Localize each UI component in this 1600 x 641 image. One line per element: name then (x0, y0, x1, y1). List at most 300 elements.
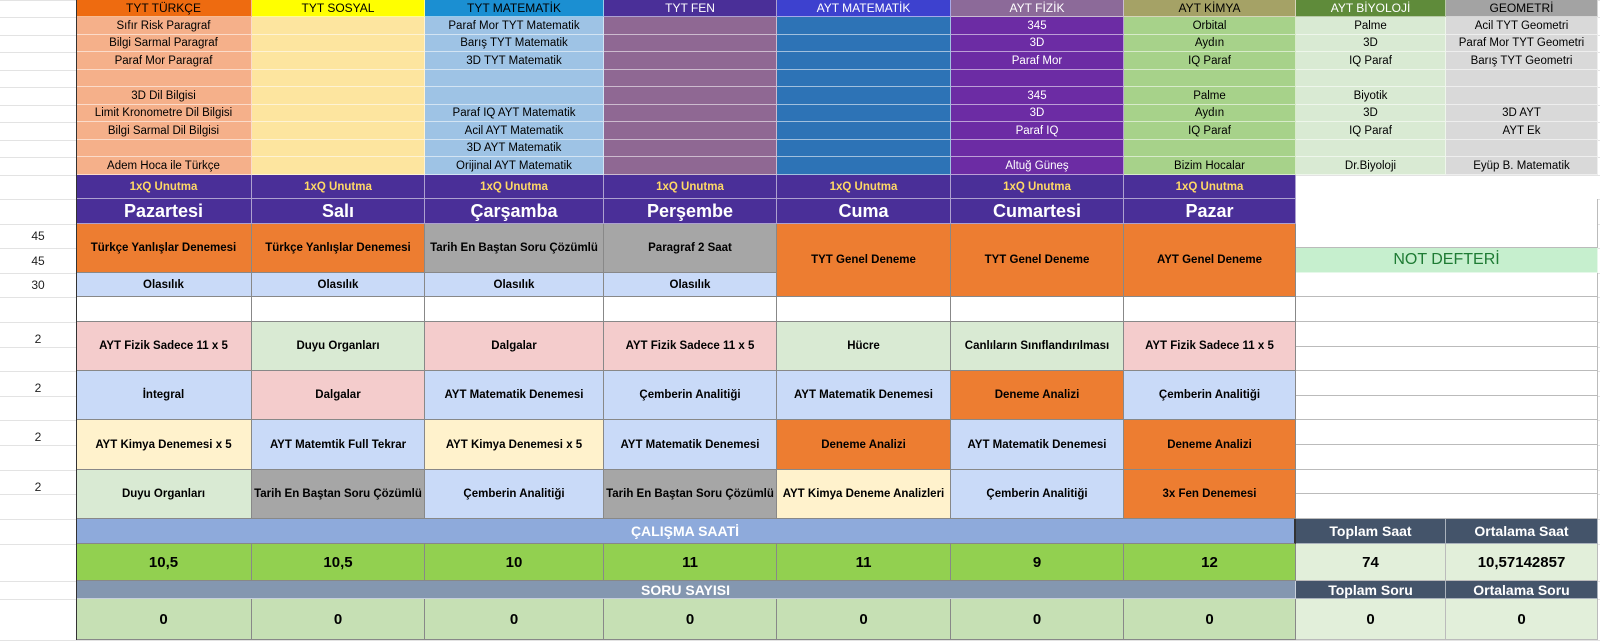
study-cell[interactable] (252, 322, 425, 371)
ortalama-saat-label[interactable] (1446, 519, 1598, 544)
soru-value-text: 0 (685, 610, 695, 628)
olasilik-cell-text: Olasılık (143, 278, 184, 291)
resource-cell[interactable] (951, 87, 1124, 105)
resource-cell-text: Barış TYT Matematik (460, 37, 568, 49)
notepad-line[interactable] (1296, 297, 1598, 322)
resource-cell[interactable] (1446, 157, 1598, 175)
study-cell[interactable] (604, 322, 777, 371)
resource-cell-text: Orbital (1192, 19, 1227, 32)
study-cell[interactable] (76, 322, 252, 371)
unutma-cell[interactable] (1124, 175, 1296, 199)
study-cell[interactable] (1124, 322, 1296, 371)
olasilik-cell[interactable] (425, 273, 604, 297)
resource-cell[interactable] (951, 17, 1124, 35)
study-cell-text: Duyu Organları (296, 340, 380, 352)
resource-cell[interactable] (1446, 17, 1598, 35)
resource-cell-text: Barış TYT Geometri (1470, 54, 1573, 67)
soru-value[interactable] (951, 599, 1124, 640)
resource-cell-text: 3D TYT Matematik (466, 54, 562, 67)
subject-header[interactable] (425, 0, 604, 17)
calisma-value-text: 12 (1201, 553, 1218, 571)
empty-cell[interactable] (951, 297, 1124, 322)
study-cell[interactable] (951, 470, 1124, 519)
study-cell[interactable] (604, 420, 777, 470)
study-cell[interactable] (425, 420, 604, 470)
resource-cell[interactable] (951, 52, 1124, 70)
study-cell[interactable] (1124, 420, 1296, 470)
resource-cell[interactable] (425, 105, 604, 122)
notepad-line[interactable] (1296, 494, 1598, 519)
resource-cell[interactable] (425, 70, 604, 87)
study-cell[interactable] (604, 371, 777, 420)
resource-cell[interactable] (1124, 157, 1296, 175)
unutma-cell[interactable] (76, 175, 252, 199)
study-cell-text: AYT Kimya Deneme Analizleri (782, 488, 945, 500)
resource-cell[interactable] (76, 122, 252, 140)
resource-cell[interactable] (777, 35, 951, 52)
resource-cell[interactable] (1124, 122, 1296, 140)
toplam-saat[interactable] (1296, 544, 1446, 581)
study-cell[interactable] (76, 371, 252, 420)
study-cell-text: AYT Matemtik Full Tekrar (269, 438, 407, 451)
study-cell[interactable] (604, 470, 777, 519)
soru-value-text: 0 (1032, 610, 1042, 628)
resource-cell[interactable] (1124, 105, 1296, 122)
soru-value-text: 0 (159, 610, 168, 628)
genel-deneme-cell[interactable] (951, 224, 1124, 297)
resource-cell[interactable] (1446, 122, 1598, 140)
resource-cell[interactable] (425, 87, 604, 105)
resource-cell[interactable] (1124, 17, 1296, 35)
study-cell-text: Tarih En Baştan Soru Çözümlü (606, 488, 774, 500)
resource-cell-text: Acil TYT Geometri (1474, 19, 1569, 32)
soru-value[interactable] (604, 599, 777, 640)
resource-cell[interactable] (252, 35, 425, 52)
deneme-cell-text: Paragraf 2 Saat (648, 242, 732, 254)
resource-cell-text: Aydın (1194, 107, 1225, 119)
calisma-value[interactable] (777, 544, 951, 581)
resource-cell-text: 3D (1029, 107, 1045, 119)
resource-cell-text: AYT Ek (1502, 124, 1541, 137)
genel-deneme-cell[interactable] (1124, 224, 1296, 297)
study-cell-text: Çemberin Analitiği (463, 488, 565, 500)
resource-cell[interactable] (604, 157, 777, 175)
study-cell-text: AYT Matematik Denemesi (620, 438, 760, 451)
resource-cell[interactable] (777, 140, 951, 157)
row-number: 45 (31, 229, 45, 243)
soru-value[interactable] (777, 599, 951, 640)
resource-cell[interactable] (1296, 35, 1446, 52)
resource-cell[interactable] (1124, 35, 1296, 52)
resource-cell[interactable] (425, 35, 604, 52)
toplam-saat-label-text: Toplam Saat (1329, 523, 1412, 539)
notepad-line[interactable] (1296, 396, 1598, 420)
deneme-cell-text: Türkçe Yanlışlar Denemesi (265, 242, 411, 254)
study-cell-text: AYT Fizik Sadece 11 x 5 (1145, 340, 1274, 352)
resource-cell[interactable] (604, 17, 777, 35)
deneme-cell[interactable] (76, 224, 252, 273)
resource-cell[interactable] (777, 70, 951, 87)
calisma-value-text: 11 (855, 553, 872, 571)
study-cell[interactable] (777, 371, 951, 420)
subject-header[interactable] (604, 0, 777, 17)
study-cell[interactable] (252, 470, 425, 519)
resource-cell[interactable] (425, 17, 604, 35)
resource-cell-text: Bizim Hocalar (1174, 159, 1245, 172)
notepad-line[interactable] (1296, 322, 1598, 347)
resource-cell[interactable] (1124, 52, 1296, 70)
unutma-cell-text: 1xQ Unutma (829, 180, 898, 193)
notepad-line[interactable] (1296, 347, 1598, 371)
study-cell[interactable] (951, 420, 1124, 470)
olasilik-cell-text: Olasılık (493, 278, 535, 291)
resource-cell-text: Acil AYT Matematik (464, 124, 564, 137)
resource-cell[interactable] (76, 140, 252, 157)
unutma-cell[interactable] (252, 175, 425, 199)
resource-cell[interactable] (1296, 70, 1446, 87)
day-header-text: Pazar (1185, 200, 1234, 221)
study-cell-text: Deneme Analizi (994, 389, 1080, 401)
study-cell[interactable] (951, 322, 1124, 371)
resource-cell[interactable] (252, 157, 425, 175)
resource-cell-text: Adem Hoca ile Türkçe (107, 159, 220, 172)
resource-cell[interactable] (777, 17, 951, 35)
soru-value-text: 0 (333, 610, 343, 628)
ortalama-soru-label-text: Ortalama Soru (1473, 581, 1570, 598)
study-cell-text: AYT Fizik Sadece 11 x 5 (625, 340, 755, 352)
ortalama-saat[interactable] (1446, 544, 1598, 581)
day-header-text: Cumartesi (992, 200, 1082, 221)
resource-cell[interactable] (76, 105, 252, 122)
study-cell-text: AYT Matematik Denemesi (444, 389, 584, 401)
soru-value[interactable] (252, 599, 425, 640)
resource-cell[interactable] (425, 140, 604, 157)
resource-cell[interactable] (1446, 52, 1598, 70)
resource-cell-text: IQ Paraf (1349, 54, 1392, 67)
study-cell[interactable] (252, 420, 425, 470)
row-number: 2 (34, 430, 42, 444)
toplam-soru-label-text: Toplam Soru (1328, 581, 1413, 598)
deneme-cell-text: Türkçe Yanlışlar Denemesi (90, 242, 237, 254)
deneme-cell[interactable] (604, 224, 777, 273)
study-cell-text: Deneme Analizi (1167, 438, 1252, 451)
resource-cell[interactable] (1296, 122, 1446, 140)
notepad-line[interactable] (1296, 445, 1598, 470)
empty-cell[interactable] (1124, 297, 1296, 322)
empty-cell[interactable] (76, 297, 252, 322)
resource-cell-text: Palme (1193, 89, 1226, 102)
study-cell[interactable] (425, 371, 604, 420)
resource-cell[interactable] (1296, 105, 1446, 122)
genel-deneme-cell-text: AYT Genel Deneme (1156, 254, 1263, 266)
subject-header-text: AYT BİYOLOJİ (1330, 1, 1411, 15)
resource-cell[interactable] (951, 105, 1124, 122)
study-cell-text: AYT Fizik Sadece 11 x 5 (99, 340, 228, 352)
resource-cell[interactable] (1446, 87, 1598, 105)
study-cell-text: AYT Kimya Denemesi x 5 (445, 438, 583, 451)
resource-cell-text: 345 (1027, 19, 1047, 32)
subject-header[interactable] (252, 0, 425, 17)
study-cell-text: AYT Matematik Denemesi (794, 389, 933, 401)
resource-cell[interactable] (252, 122, 425, 140)
subject-header[interactable] (1296, 0, 1446, 17)
resource-cell[interactable] (604, 122, 777, 140)
resource-cell-text: Paraf Mor TYT Geometri (1458, 37, 1585, 49)
resource-cell-text: Palme (1354, 19, 1387, 32)
unutma-cell[interactable] (777, 175, 951, 199)
calisma-value[interactable] (1124, 544, 1296, 581)
toplam-saat-text: 74 (1362, 553, 1379, 571)
resource-cell[interactable] (252, 140, 425, 157)
subject-header-text: TYT SOSYAL (301, 1, 375, 15)
soru-value-text: 0 (509, 610, 519, 628)
resource-cell[interactable] (777, 105, 951, 122)
resource-cell[interactable] (1296, 157, 1446, 175)
calisma-value[interactable] (951, 544, 1124, 581)
calisma-value[interactable] (425, 544, 604, 581)
resource-cell[interactable] (951, 35, 1124, 52)
subject-header-text: TYT TÜRKÇE (126, 1, 201, 15)
resource-cell[interactable] (1446, 70, 1598, 87)
subject-header-text: AYT FİZİK (1009, 1, 1065, 15)
subject-header-text: GEOMETRİ (1489, 1, 1554, 15)
empty-cell[interactable] (777, 297, 951, 322)
subject-header[interactable] (951, 0, 1124, 17)
resource-cell-text: Paraf Mor TYT Matematik (448, 19, 580, 32)
day-header[interactable] (951, 199, 1124, 224)
notepad-line[interactable] (1296, 273, 1598, 297)
study-cell[interactable] (777, 470, 951, 519)
olasilik-cell[interactable] (604, 273, 777, 297)
day-header[interactable] (604, 199, 777, 224)
resource-cell[interactable] (604, 87, 777, 105)
study-cell[interactable] (76, 470, 252, 519)
row-number: 30 (31, 278, 45, 292)
toplam-soru[interactable] (1296, 599, 1446, 640)
resource-cell-text: 345 (1027, 89, 1047, 102)
ortalama-saat-text: 10,57142857 (1477, 553, 1566, 571)
study-cell[interactable] (1124, 470, 1296, 519)
resource-cell[interactable] (1296, 140, 1446, 157)
deneme-cell[interactable] (252, 224, 425, 273)
unutma-cell[interactable] (604, 175, 777, 199)
resource-cell[interactable] (604, 52, 777, 70)
ortalama-soru-label[interactable] (1446, 581, 1598, 599)
empty-cell[interactable] (425, 297, 604, 322)
study-cell-text: Çemberin Analitiği (986, 488, 1088, 500)
notepad-spacer[interactable] (1296, 199, 1598, 248)
resource-cell[interactable] (777, 87, 951, 105)
soru-title-text: SORU SAYISI (641, 581, 730, 598)
resource-cell[interactable] (252, 17, 425, 35)
resource-cell-text: 3D (1363, 37, 1378, 49)
resource-cell-text: Sıfır Risk Paragraf (116, 19, 211, 32)
study-cell[interactable] (252, 371, 425, 420)
resource-cell-text: IQ Paraf (1188, 124, 1231, 137)
resource-cell[interactable] (1296, 17, 1446, 35)
soru-value[interactable] (1124, 599, 1296, 640)
resource-cell-text: Paraf IQ (1015, 124, 1059, 137)
resource-cell-text: IQ Paraf (1349, 124, 1392, 137)
resource-cell[interactable] (76, 70, 252, 87)
empty-cell[interactable] (604, 297, 777, 322)
day-header[interactable] (1124, 199, 1296, 224)
ortalama-soru-text: 0 (1517, 610, 1526, 628)
subject-header-text: TYT FEN (665, 1, 715, 15)
notepad-line[interactable] (1296, 470, 1598, 494)
resource-cell[interactable] (1296, 87, 1446, 105)
toplam-saat-label[interactable] (1296, 519, 1446, 544)
subject-header-text: AYT KİMYA (1178, 1, 1241, 15)
calisma-value-text: 10 (505, 553, 523, 571)
resource-cell[interactable] (425, 122, 604, 140)
resource-cell-text: Orijinal AYT Matematik (456, 159, 572, 172)
unutma-cell-text: 1xQ Unutma (480, 180, 548, 193)
calisma-title-text: ÇALIŞMA SAATİ (630, 523, 740, 539)
resource-cell[interactable] (252, 52, 425, 70)
day-header[interactable] (777, 199, 951, 224)
genel-deneme-cell-text: TYT Genel Deneme (984, 254, 1090, 266)
resource-cell[interactable] (604, 140, 777, 157)
resource-cell[interactable] (425, 52, 604, 70)
study-cell[interactable] (76, 420, 252, 470)
resource-cell[interactable] (604, 35, 777, 52)
resource-cell-text: 3D AYT (1502, 107, 1541, 119)
day-header-text: Çarşamba (470, 200, 558, 221)
resource-cell[interactable] (252, 87, 425, 105)
row-number: 2 (34, 480, 42, 494)
genel-deneme-cell[interactable] (777, 224, 951, 297)
unutma-cell[interactable] (951, 175, 1124, 199)
resource-cell[interactable] (777, 157, 951, 175)
resource-cell-text: 3D (1363, 107, 1378, 119)
resource-cell[interactable] (76, 157, 252, 175)
resource-cell-text: Bilgi Sarmal Paragraf (109, 37, 218, 49)
study-cell[interactable] (425, 322, 604, 371)
study-cell[interactable] (777, 322, 951, 371)
study-cell-text: İntegral (142, 389, 185, 401)
resource-cell[interactable] (951, 157, 1124, 175)
resource-cell-text: Paraf Mor (1011, 54, 1063, 67)
study-cell-text: Deneme Analizi (821, 438, 906, 451)
row-number: 2 (34, 381, 42, 395)
resource-cell[interactable] (1124, 87, 1296, 105)
resource-cell-text: Dr.Biyoloji (1344, 159, 1397, 172)
calisma-value-text: 10,5 (148, 553, 179, 571)
soru-value[interactable] (76, 599, 252, 640)
resource-cell-text: 3D (1029, 37, 1045, 49)
calisma-value-text: 10,5 (323, 553, 353, 571)
study-cell-text: Duyu Organları (121, 488, 206, 500)
subject-header[interactable] (777, 0, 951, 17)
resource-cell[interactable] (76, 52, 252, 70)
ortalama-soru[interactable] (1446, 599, 1598, 640)
day-header-text: Pazartesi (123, 200, 204, 221)
table-frame (76, 0, 77, 640)
deneme-cell[interactable] (425, 224, 604, 273)
resource-cell[interactable] (1124, 140, 1296, 157)
day-header[interactable] (425, 199, 604, 224)
day-header-text: Salı (321, 200, 355, 221)
resource-cell[interactable] (425, 157, 604, 175)
resource-cell[interactable] (951, 70, 1124, 87)
toplam-soru-text: 0 (1366, 610, 1375, 628)
resource-cell[interactable] (1446, 35, 1598, 52)
study-cell[interactable] (425, 470, 604, 519)
resource-cell[interactable] (252, 70, 425, 87)
day-header[interactable] (76, 199, 252, 224)
soru-value-text: 0 (859, 610, 868, 628)
resource-cell[interactable] (252, 105, 425, 122)
day-header-text: Perşembe (646, 200, 734, 221)
olasilik-cell[interactable] (252, 273, 425, 297)
calisma-value[interactable] (76, 544, 252, 581)
resource-cell[interactable] (777, 52, 951, 70)
resource-cell[interactable] (951, 140, 1124, 157)
resource-cell[interactable] (777, 122, 951, 140)
study-cell-text: Dalgalar (491, 340, 537, 352)
study-cell[interactable] (777, 420, 951, 470)
deneme-cell-text: Tarih En Baştan Soru Çözümlü (430, 242, 598, 254)
calisma-value[interactable] (604, 544, 777, 581)
resource-cell[interactable] (76, 35, 252, 52)
study-cell[interactable] (951, 371, 1124, 420)
subject-header[interactable] (1124, 0, 1296, 17)
notepad-line[interactable] (1296, 371, 1598, 396)
ortalama-saat-label-text: Ortalama Saat (1474, 523, 1569, 539)
notepad-title[interactable] (1296, 248, 1598, 273)
study-cell-text: Canlıların Sınıflandırılması (964, 340, 1110, 352)
notepad-line[interactable] (1296, 420, 1598, 445)
subject-header[interactable] (76, 0, 252, 17)
resource-cell[interactable] (1124, 70, 1296, 87)
soru-value-text: 0 (1205, 610, 1214, 628)
olasilik-cell-text: Olasılık (669, 278, 711, 291)
resource-cell[interactable] (1446, 105, 1598, 122)
resource-cell[interactable] (76, 17, 252, 35)
resource-cell[interactable] (76, 87, 252, 105)
study-cell-text: Çemberin Analitiği (1158, 389, 1261, 401)
calisma-value[interactable] (252, 544, 425, 581)
resource-cell[interactable] (604, 105, 777, 122)
empty-cell[interactable] (252, 297, 425, 322)
day-header[interactable] (252, 199, 425, 224)
soru-title[interactable] (76, 581, 1296, 599)
study-cell-text: 3x Fen Denemesi (1162, 488, 1257, 500)
soru-value[interactable] (425, 599, 604, 640)
olasilik-cell[interactable] (76, 273, 252, 297)
genel-deneme-cell-text: TYT Genel Deneme (811, 254, 916, 266)
subject-header[interactable] (1446, 0, 1598, 17)
unutma-cell[interactable] (425, 175, 604, 199)
calisma-value-text: 11 (682, 553, 698, 571)
study-cell[interactable] (1124, 371, 1296, 420)
resource-cell[interactable] (1296, 52, 1446, 70)
resource-cell[interactable] (951, 122, 1124, 140)
resource-cell-text: Limit Kronometre Dil Bilgisi (94, 107, 233, 119)
resource-cell[interactable] (1446, 140, 1598, 157)
resource-cell-text: Altuğ Güneş (1005, 159, 1069, 172)
unutma-cell-text: 1xQ Unutma (129, 180, 198, 193)
study-cell-text: Dalgalar (315, 389, 361, 401)
unutma-cell-text: 1xQ Unutma (656, 180, 724, 193)
calisma-title[interactable] (76, 519, 1296, 544)
olasilik-cell-text: Olasılık (317, 278, 359, 291)
toplam-soru-label[interactable] (1296, 581, 1446, 599)
resource-cell[interactable] (604, 70, 777, 87)
unutma-cell-text: 1xQ Unutma (1003, 180, 1071, 193)
study-cell-text: AYT Matematik Denemesi (967, 438, 1107, 451)
